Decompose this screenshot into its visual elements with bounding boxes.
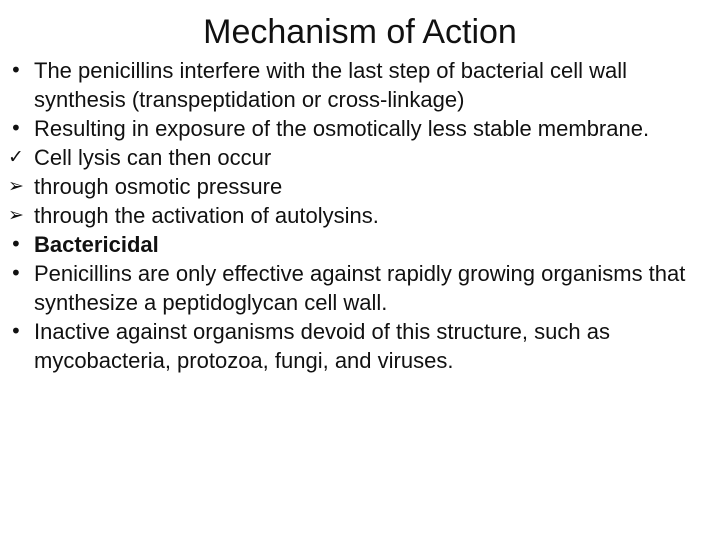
bullet-icon: • <box>10 261 22 285</box>
bullet-icon: • <box>10 232 22 256</box>
bullet-text: Resulting in exposure of the osmotically less stable membrane. <box>34 116 650 141</box>
bullet-item <box>8 143 712 172</box>
bullet-text: Penicillins are only effective against rapidly growing organisms that synthesize a peptidoglycan cell wall. <box>34 261 686 315</box>
bullet-text: through the activation of autolysins. <box>34 203 379 228</box>
bullet-text: The penicillins interfere with the last step of bacterial cell wall synthesis (transpeptidation or cross-linkage) <box>34 58 628 112</box>
bullet-item <box>8 114 712 143</box>
arrow-icon: ➢ <box>8 204 24 226</box>
bullet-text: through osmotic pressure <box>34 174 283 199</box>
bullet-text: Cell lysis can then occur <box>34 145 272 170</box>
bullet-text: Bactericidal <box>34 232 159 257</box>
arrow-icon: ➢ <box>8 175 24 197</box>
bullet-icon: • <box>10 116 22 140</box>
bullet-item <box>8 201 712 230</box>
bullet-text: Inactive against organisms devoid of this structure, such as mycobacteria, protozoa, fungi, and viruses. <box>34 319 610 373</box>
bullet-item <box>8 230 712 259</box>
bullet-list <box>8 56 712 375</box>
slide-title: Mechanism of Action <box>203 13 517 51</box>
bullet-item <box>8 56 712 114</box>
bullet-item <box>8 172 712 201</box>
bullet-item <box>8 259 712 317</box>
bullet-icon: • <box>10 58 22 82</box>
checkmark-icon: ✓ <box>8 146 24 168</box>
bullet-icon: • <box>10 319 22 343</box>
bullet-item <box>8 317 712 375</box>
